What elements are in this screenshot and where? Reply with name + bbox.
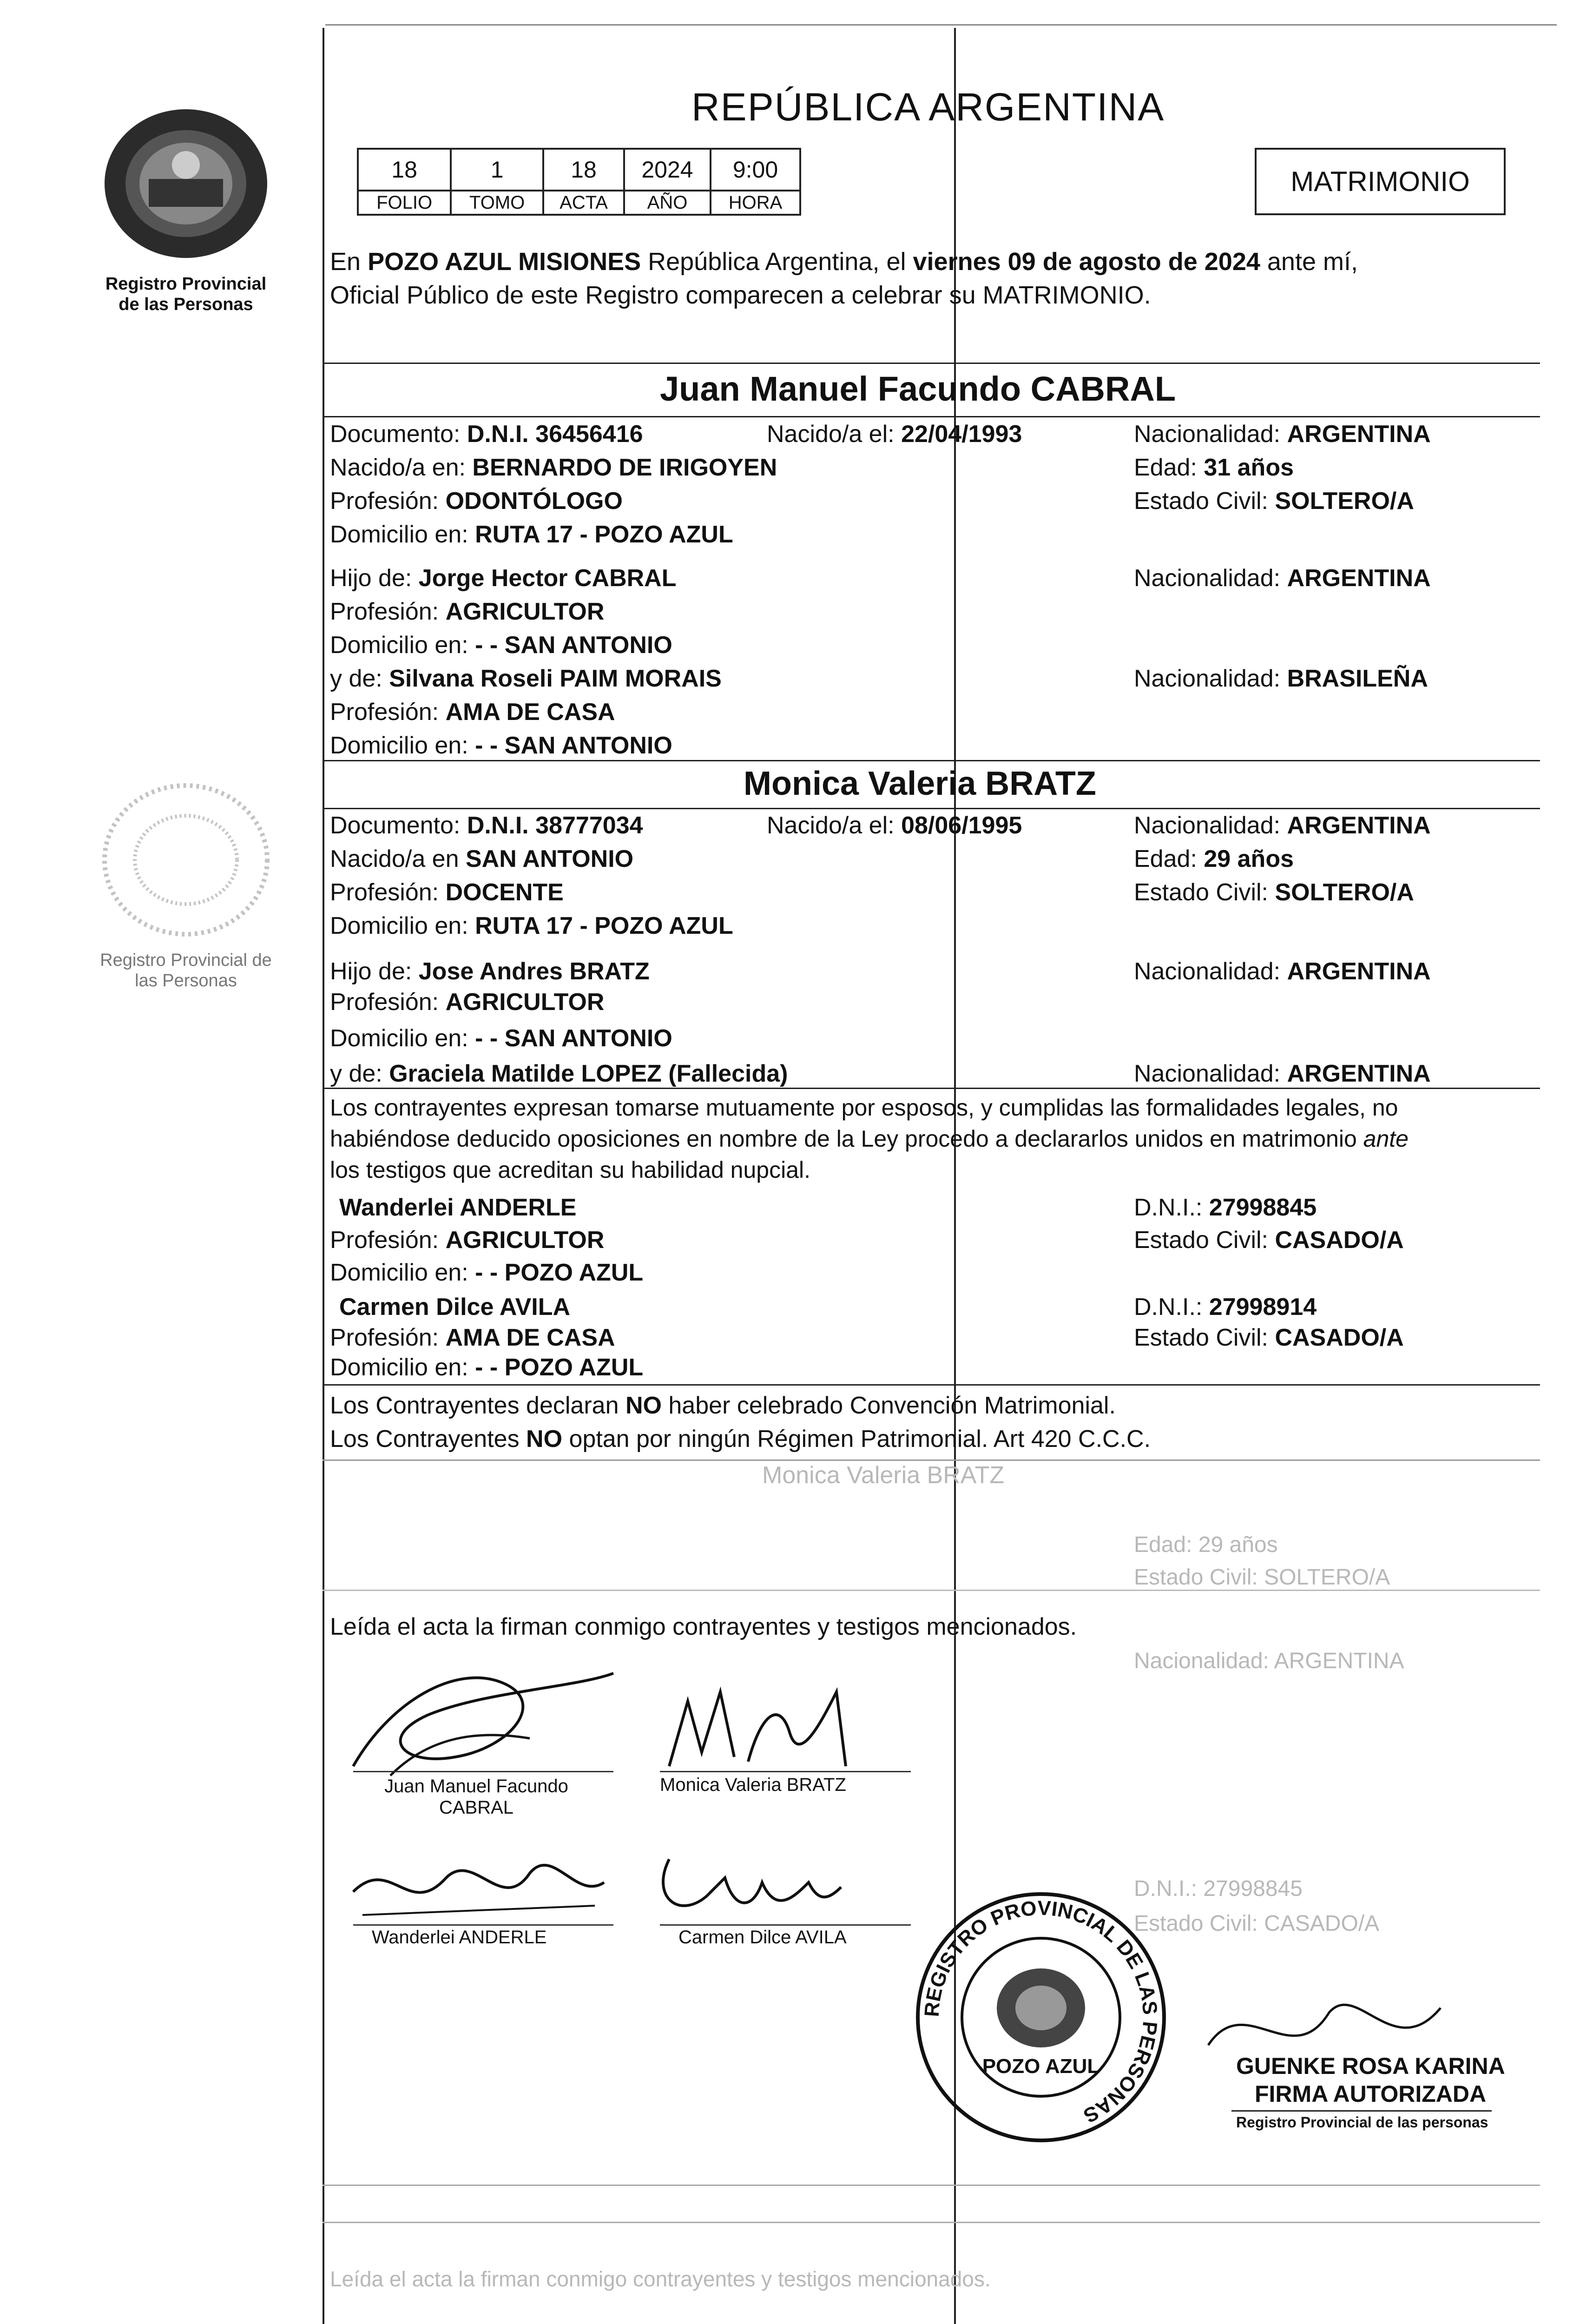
bride-signature-name: Monica Valeria BRATZ <box>660 1775 846 1795</box>
logo-label: Registro Provincial de las Personas <box>105 274 267 314</box>
bride-civil-status: Estado Civil: SOLTERO/A <box>1134 879 1414 906</box>
tomo-value: 1 <box>451 149 543 191</box>
officer-org: Registro Provincial de las personas <box>1236 2114 1488 2131</box>
groom-doc: Documento: D.N.I. 36456416 <box>330 421 643 448</box>
witness1-address: Domicilio en: - - POZO AZUL <box>330 1259 644 1286</box>
intro-line-2: Oficial Público de este Registro comparecen a celebrar su MATRIMONIO. <box>330 281 1151 309</box>
country-title: REPÚBLICA ARGENTINA <box>691 85 1165 129</box>
officer-rule <box>1231 2110 1492 2112</box>
groom-name: Juan Manuel Facundo CABRAL <box>660 370 1176 408</box>
bride-nationality: Nacionalidad: ARGENTINA <box>1134 812 1431 839</box>
ghost-bride-nat: Nacionalidad: ARGENTINA <box>1134 1649 1404 1673</box>
doc-type-label: MATRIMONIO <box>1290 166 1470 197</box>
groom-born-in: Nacido/a en: BERNARDO DE IRIGOYEN <box>330 454 777 481</box>
groom-address: Domicilio en: RUTA 17 - POZO AZUL <box>330 521 733 548</box>
declaration-line-1: Los contrayentes expresan tomarse mutuamente por esposos, y cumplidas las formalidades legales, no <box>330 1095 1398 1121</box>
acta-label: ACTA <box>543 191 624 215</box>
witness2-dni: D.N.I.: 27998914 <box>1134 1294 1317 1320</box>
convention-line-2: Los Contrayentes NO optan por ningún Régimen Patrimonial. Art 420 C.C.C. <box>330 1426 1151 1452</box>
ghost-w1-civil: Estado Civil: CASADO/A <box>1134 1911 1380 1936</box>
bride-address: Domicilio en: RUTA 17 - POZO AZUL <box>330 912 733 939</box>
stamp-center-text: POZO AZUL <box>982 2055 1100 2078</box>
bride-father: Hijo de: Jose Andres BRATZ <box>330 958 650 985</box>
groom-father: Hijo de: Jorge Hector CABRAL <box>330 565 677 592</box>
lower-rule-2 <box>323 2222 1540 2223</box>
intro-bottom-rule <box>323 363 1540 364</box>
witness2-signature <box>641 1841 902 1929</box>
ghost-bride-age: Edad: 29 años <box>1134 1532 1278 1557</box>
witness2-signature-name: Carmen Dilce AVILA <box>678 1927 847 1948</box>
groom-father-nationality: Nacionalidad: ARGENTINA <box>1134 565 1431 592</box>
province-logo <box>93 105 279 263</box>
faded-logo <box>93 781 279 939</box>
groom-father-address: Domicilio en: - - SAN ANTONIO <box>330 632 672 659</box>
declaration-line-2: habiéndose deducido oposiciones en nombre de la Ley procedo a declararlos unidos en matrimonio ante <box>330 1126 1409 1152</box>
witness2-signature-line <box>660 1924 911 1926</box>
bride-father-profession: Profesión: AGRICULTOR <box>330 989 605 1016</box>
witness1-signature-line <box>353 1924 613 1926</box>
bride-father-address: Domicilio en: - - SAN ANTONIO <box>330 1025 672 1052</box>
groom-signature-line <box>353 1771 613 1772</box>
ghost-bride-civil: Estado Civil: SOLTERO/A <box>1134 1565 1390 1590</box>
folio-label: FOLIO <box>358 191 451 215</box>
ghost-w1-dni: D.N.I.: 27998845 <box>1134 1876 1303 1901</box>
officer-name: GUENKE ROSA KARINA <box>1236 2053 1505 2079</box>
groom-bottom-rule <box>323 760 1540 761</box>
bride-mother: y de: Graciela Matilde LOPEZ (Fallecida) <box>330 1060 788 1087</box>
register-table <box>357 148 801 216</box>
groom-mother: y de: Silvana Roseli PAIM MORAIS <box>330 665 722 692</box>
officer-role: FIRMA AUTORIZADA <box>1255 2081 1487 2107</box>
groom-age: Edad: 31 años <box>1134 454 1294 481</box>
hora-value: 9:00 <box>711 149 800 191</box>
acta-value: 18 <box>543 149 624 191</box>
witness1-signature <box>335 1836 623 1929</box>
bride-father-nationality: Nacionalidad: ARGENTINA <box>1134 958 1431 985</box>
declaration-line-3: los testigos que acreditan su habilidad nupcial. <box>330 1157 811 1183</box>
convention-bottom-rule <box>323 1459 1540 1461</box>
left-border <box>323 28 324 2324</box>
doc-type-box <box>1255 148 1506 215</box>
bride-bottom-rule <box>323 1088 1540 1089</box>
stamp-ring-text: REGISTRO PROVINCIAL DE LAS PERSONAS <box>920 1896 1162 2127</box>
convention-line-1: Los Contrayentes declaran NO haber celebrado Convención Matrimonial. <box>330 1392 1116 1419</box>
witness1-profession: Profesión: AGRICULTOR <box>330 1227 605 1254</box>
witness1-dni: D.N.I.: 27998845 <box>1134 1194 1317 1221</box>
bride-profession: Profesión: DOCENTE <box>330 879 564 906</box>
groom-mother-nationality: Nacionalidad: BRASILEÑA <box>1134 665 1428 692</box>
groom-signature-name: Juan Manuel Facundo CABRAL <box>384 1776 568 1818</box>
bride-age: Edad: 29 años <box>1134 845 1294 872</box>
witness1-civil-status: Estado Civil: CASADO/A <box>1134 1227 1404 1254</box>
witness2-profession: Profesión: AMA DE CASA <box>330 1324 615 1351</box>
bride-born-in: Nacido/a en SAN ANTONIO <box>330 845 634 872</box>
witness1-name: Wanderlei ANDERLE <box>339 1194 577 1221</box>
registry-stamp <box>911 1887 1171 2147</box>
groom-name-rule <box>323 416 1540 417</box>
intro-line-1: En POZO AZUL MISIONES República Argentina, el viernes 09 de agosto de 2024 ante mí, <box>330 248 1358 276</box>
groom-mother-profession: Profesión: AMA DE CASA <box>330 699 615 726</box>
anio-value: 2024 <box>624 149 711 191</box>
bride-doc: Documento: D.N.I. 38777034 <box>330 812 643 839</box>
witness2-civil-status: Estado Civil: CASADO/A <box>1134 1324 1404 1351</box>
intro-place: POZO AZUL MISIONES <box>368 248 641 276</box>
bride-name: Monica Valeria BRATZ <box>744 765 1096 802</box>
folio-value: 18 <box>358 149 451 191</box>
lower-rule-1 <box>323 2185 1540 2186</box>
witness1-signature-name: Wanderlei ANDERLE <box>372 1927 547 1948</box>
top-margin-line <box>325 24 1557 26</box>
bride-signature-line <box>660 1771 911 1772</box>
bride-born-date: Nacido/a el: 08/06/1995 <box>767 812 1022 839</box>
groom-father-profession: Profesión: AGRICULTOR <box>330 598 605 625</box>
faded-logo-label: Registro Provincial de las Personas <box>100 951 272 990</box>
witness2-name: Carmen Dilce AVILA <box>339 1294 571 1320</box>
witness-bottom-rule <box>323 1384 1540 1386</box>
witness2-address: Domicilio en: - - POZO AZUL <box>330 1354 644 1381</box>
tomo-label: TOMO <box>451 191 543 215</box>
groom-civil-status: Estado Civil: SOLTERO/A <box>1134 488 1414 515</box>
anio-label: AÑO <box>624 191 711 215</box>
ghost-rule <box>323 1590 1540 1591</box>
groom-mother-address: Domicilio en: - - SAN ANTONIO <box>330 732 672 759</box>
ghost-closing: Leída el acta la firman conmigo contrayentes y testigos mencionados. <box>330 2267 991 2291</box>
intro-date: viernes 09 de agosto de 2024 <box>913 248 1260 276</box>
groom-profession: Profesión: ODONTÓLOGO <box>330 488 623 515</box>
groom-born-date: Nacido/a el: 22/04/1993 <box>767 421 1022 448</box>
bride-mother-nationality: Nacionalidad: ARGENTINA <box>1134 1060 1431 1087</box>
bride-name-rule <box>323 808 1540 809</box>
bride-signature <box>641 1673 892 1780</box>
groom-nationality: Nacionalidad: ARGENTINA <box>1134 421 1431 448</box>
closing-text: Leída el acta la firman conmigo contrayentes y testigos mencionados. <box>330 1613 1077 1640</box>
ghost-bride-name: Monica Valeria BRATZ <box>762 1462 1005 1489</box>
hora-label: HORA <box>711 191 800 215</box>
